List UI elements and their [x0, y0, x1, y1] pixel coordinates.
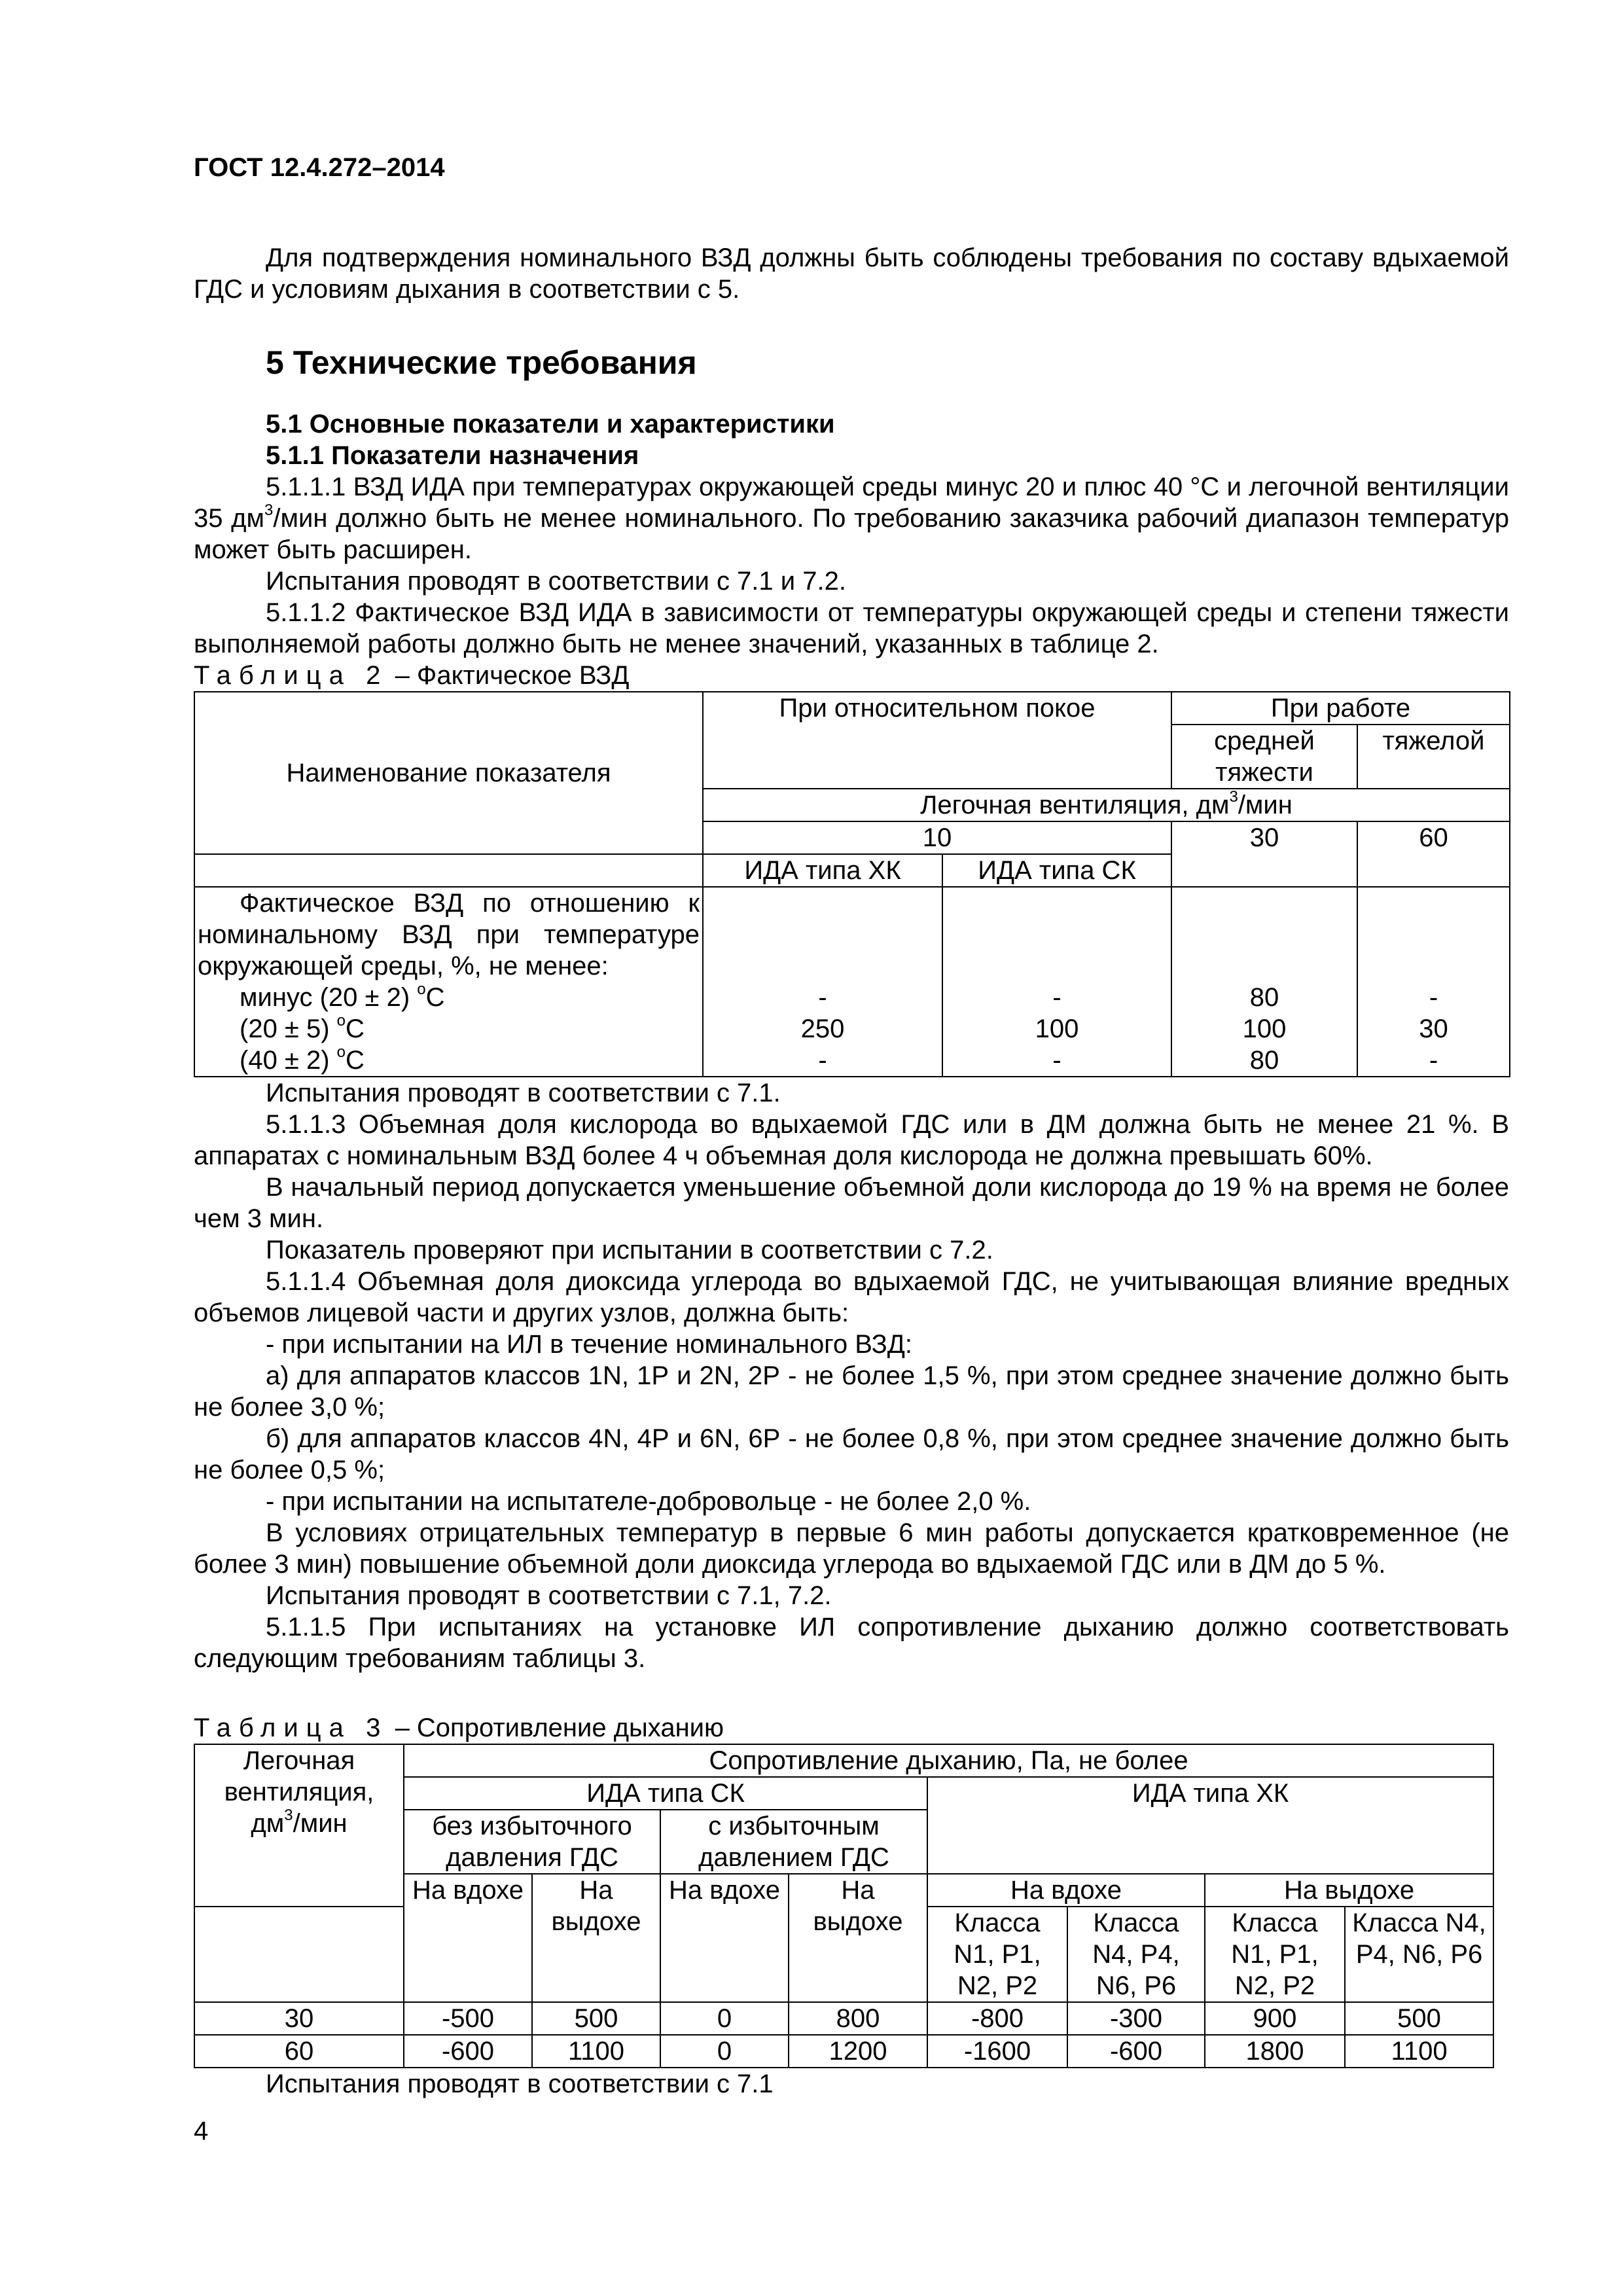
paragraph-5-1-1-4-cold: В условиях отрицательных температур в первые 6 мин работы допускается кратковременное (не более 3 мин) повышение объемной доли диоксида углерода во вдыхаемой ГДС или в ДМ до 5 %. [194, 1518, 1509, 1579]
t3-header-class-d: Класса N4, P4, N6, P6 [1345, 1907, 1493, 2002]
paragraph-5-1-1-4-il: - при испытании на ИЛ в течение номинального ВЗД: [266, 1330, 912, 1359]
t2-header-10: 10 [703, 821, 1171, 854]
t3-header-exhale-2: На выдохе [789, 1874, 927, 2002]
t2-header-30: 30 [1171, 821, 1357, 887]
paragraph-5-1-1-2: 5.1.1.2 Фактическое ВЗД ИДА в зависимости от температуры окружающей среды и степени тяжести выполняемой работы должно быть не менее значений, указанных в таблице 2. [194, 598, 1509, 658]
t2-row-label: Фактическое ВЗД по отношению к номинальному ВЗД при температуре окружающей среды, %, не менее: минус (20 ± 2) $^о$С (20 ± 5) $^о$С (40 ± 2) $^о$С [194, 887, 703, 1077]
table-row: 60 -600 1100 0 1200 -1600 -600 1800 1100 [194, 2035, 1493, 2068]
table-row [194, 887, 1510, 1077]
t3-header-class-b: Класса N4, P4, N6, P6 [1067, 1907, 1205, 2002]
t3-header-class-c: Класса N1, P1, N2, P2 [1205, 1907, 1345, 2002]
paragraph-5-1-1-3-b: В начальный период допускается уменьшение объемной доли кислорода до 19 % на время не более чем 3 мин. [194, 1173, 1509, 1233]
subsection-5-1-1-heading: 5.1.1 Показатели назначения [266, 441, 639, 470]
table-row: 30 -500 500 0 800 -800 -300 900 500 [194, 2002, 1493, 2035]
t3-header-xk-inhale: На вдохе [927, 1874, 1205, 1907]
t2-header-ventilation: Легочная вентиляция, $дм^3$/мин [703, 789, 1510, 821]
intro-paragraph: Для подтверждения номинального ВЗД должны быть соблюдены требования по составу вдыхаемой ГДС и условиям дыхания в соответствии с 5. [194, 243, 1509, 304]
t2-col-xk: - 250 - [703, 887, 942, 1077]
t2-header-name: Наименование показателя [194, 692, 703, 854]
paragraph-5-1-1-4-vol: - при испытании на испытателе-добровольце - не более 2,0 %. [266, 1487, 1031, 1516]
t2-header-sk: ИДА типа СК [942, 854, 1171, 887]
t2-header-xk: ИДА типа ХК [703, 854, 942, 887]
document-code: ГОСТ 12.4.272–2014 [194, 153, 445, 182]
t3-header-inhale-1: На вдохе [404, 1874, 532, 2002]
paragraph-5-1-1-1: 5.1.1.1 ВЗД ИДА при температурах окружающей среды минус 20 и плюс 40 °С и легочной вентиляции 35 $дм^3$/мин должно быть не менее номинального. По требованию заказчика рабочий диапазон температур может быть расширен. [194, 473, 1509, 564]
paragraph-5-1-1-4: 5.1.1.4 Объемная доля диоксида углерода во вдыхаемой ГДС, не учитывающая влияние вредных объемов лицевой части и других узлов, должна быть: [194, 1267, 1509, 1327]
paragraph-5-1-1-4-b: б) для аппаратов классов 4N, 4Р и 6N, 6Р - не более 0,8 %, при этом среднее значение должно быть не более 0,5 %; [194, 1424, 1509, 1484]
tests-note-1: Испытания проводят в соответствии с 7.1 и 7.2. [266, 567, 846, 596]
t3-header-excess: с избыточным давлением ГДС [660, 1810, 927, 1874]
t3-header-xk: ИДА типа ХК [927, 1777, 1493, 1874]
t3-header-no-excess: без избыточного давления ГДС [404, 1810, 660, 1874]
table-3 [194, 1744, 1494, 2068]
table-3-caption: Таблица 3 – Сопротивление дыханию [194, 1713, 724, 1742]
tests-note-4: Испытания проводят в соответствии с 7.1 [266, 2070, 774, 2098]
t3-header-ventilation: Легочная вентиляция, $дм^3$/мин [194, 1744, 404, 1907]
t3-header-xk-exhale: На выдохе [1205, 1874, 1493, 1907]
t2-header-60: 60 [1357, 821, 1510, 887]
table-2 [194, 691, 1510, 1077]
tests-note-3: Испытания проводят в соответствии с 7.1, 7.2. [266, 1581, 832, 1610]
subsection-5-1-heading: 5.1 Основные показатели и характеристики [266, 410, 835, 439]
t3-header-class-a: Класса N1, P1, N2, P2 [927, 1907, 1067, 2002]
t2-header-medium: средней тяжести [1171, 725, 1357, 789]
t2-header-work: При работе [1171, 692, 1510, 725]
t3-header-sk: ИДА типа СК [404, 1777, 927, 1810]
paragraph-5-1-1-4-a: а) для аппаратов классов 1N, 1Р и 2N, 2Р - не более 1,5 %, при этом среднее значение должно быть не более 3,0 %; [194, 1361, 1509, 1422]
section-5-heading: 5 Технические требования [266, 344, 697, 381]
t2-col-medium: 80 100 80 [1171, 887, 1357, 1077]
paragraph-5-1-1-5: 5.1.1.5 При испытаниях на установке ИЛ сопротивление дыханию должно соответствовать следующим требованиям таблицы 3. [194, 1613, 1509, 1673]
document-page [194, 152, 1509, 2100]
t2-col-heavy: - 30 - [1357, 887, 1510, 1077]
t3-header-inhale-2: На вдохе [660, 1874, 789, 2002]
table-2-caption: Таблица 2 – Фактическое ВЗД [194, 661, 630, 690]
t3-header-resistance: Сопротивление дыханию, Па, не более [404, 1744, 1493, 1777]
paragraph-5-1-1-3: 5.1.1.3 Объемная доля кислорода во вдыхаемой ГДС или в ДМ должна быть не менее 21 %. В аппаратах с номинальным ВЗД более 4 ч объемная доля кислорода не должна превышать 60%. [194, 1110, 1509, 1170]
paragraph-5-1-1-3-c: Показатель проверяют при испытании в соответствии с 7.2. [266, 1236, 993, 1265]
t2-header-heavy: тяжелой [1357, 725, 1510, 789]
t2-header-rest: При относительном покое [703, 692, 1171, 789]
t3-header-exhale-1: На выдохе [532, 1874, 660, 2002]
page-number: 4 [194, 2117, 209, 2145]
tests-note-2: Испытания проводят в соответствии с 7.1. [266, 1079, 781, 1107]
t2-col-sk: - 100 - [942, 887, 1171, 1077]
